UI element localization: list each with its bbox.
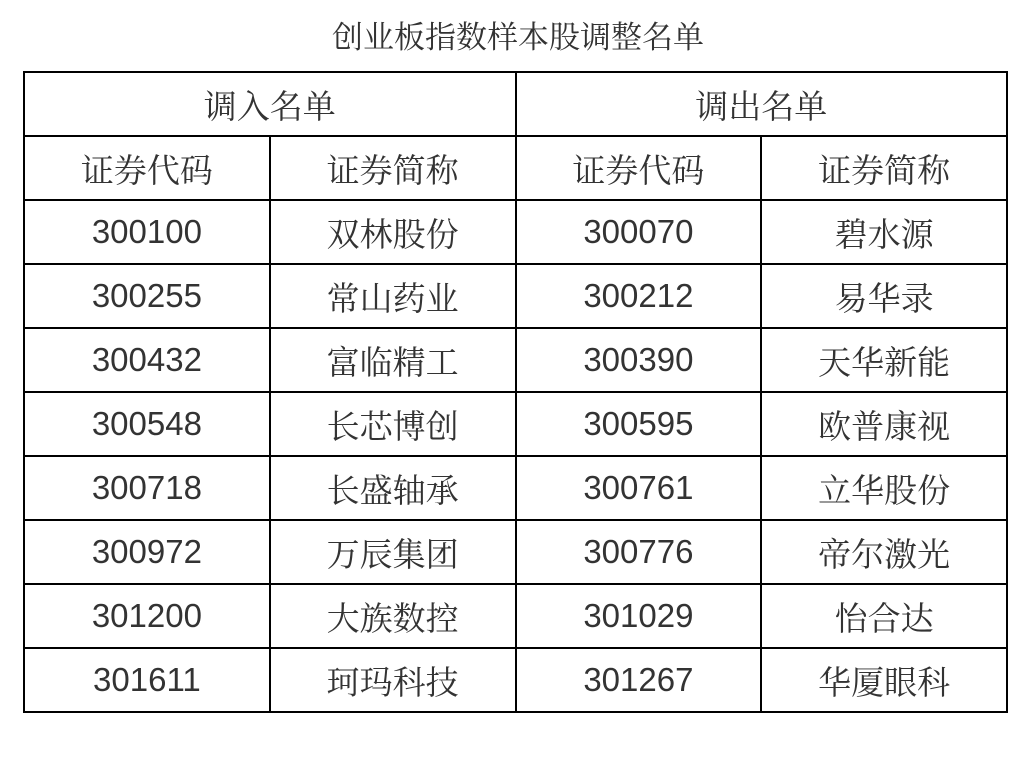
added-name-cell: 常山药业: [270, 264, 516, 328]
added-code-cell: 301200: [24, 584, 270, 648]
group-header-row: [24, 72, 1007, 136]
added-name-cell: 长芯博创: [270, 392, 516, 456]
added-code-cell: 300255: [24, 264, 270, 328]
added-code-cell: 301611: [24, 648, 270, 712]
removed-code-cell: 300070: [516, 200, 762, 264]
table-row: [24, 392, 1007, 456]
added-name-cell: 大族数控: [270, 584, 516, 648]
added-code-cell: 300972: [24, 520, 270, 584]
table-row: [24, 584, 1007, 648]
table-row: [24, 456, 1007, 520]
removed-code-cell: 300595: [516, 392, 762, 456]
added-code-cell: 300100: [24, 200, 270, 264]
removed-code-cell: 300761: [516, 456, 762, 520]
page-title: 创业板指数样本股调整名单: [332, 20, 704, 55]
removed-name-cell: 立华股份: [761, 456, 1007, 520]
removed-name-cell: 帝尔激光: [761, 520, 1007, 584]
added-code-cell: 300432: [24, 328, 270, 392]
added-name-cell: 长盛轴承: [270, 456, 516, 520]
removed-name-cell: 碧水源: [761, 200, 1007, 264]
removed-code-cell: 301029: [516, 584, 762, 648]
table-row: [24, 264, 1007, 328]
removed-code-cell: 300776: [516, 520, 762, 584]
index-adjustment-table: [23, 71, 1008, 713]
removed-name-cell: 华厦眼科: [761, 648, 1007, 712]
removed-name-cell: 天华新能: [761, 328, 1007, 392]
removed-code-cell: 300390: [516, 328, 762, 392]
column-header-removed-name: 证券简称: [761, 136, 1007, 200]
table-row: [24, 520, 1007, 584]
added-name-cell: 万辰集团: [270, 520, 516, 584]
added-code-cell: 300548: [24, 392, 270, 456]
removed-code-cell: 300212: [516, 264, 762, 328]
removed-name-cell: 易华录: [761, 264, 1007, 328]
removed-name-cell: 欧普康视: [761, 392, 1007, 456]
added-name-cell: 富临精工: [270, 328, 516, 392]
removed-code-cell: 301267: [516, 648, 762, 712]
removed-name-cell: 怡合达: [761, 584, 1007, 648]
added-name-cell: 双林股份: [270, 200, 516, 264]
table-row: [24, 328, 1007, 392]
column-header-added-code: 证券代码: [24, 136, 270, 200]
added-name-cell: 珂玛科技: [270, 648, 516, 712]
group-header-removed: 调出名单: [516, 72, 1008, 136]
added-code-cell: 300718: [24, 456, 270, 520]
table-row: [24, 200, 1007, 264]
column-header-removed-code: 证券代码: [516, 136, 762, 200]
group-header-added: 调入名单: [24, 72, 516, 136]
column-header-added-name: 证券简称: [270, 136, 516, 200]
column-header-row: [24, 136, 1007, 200]
table-row: [24, 648, 1007, 712]
